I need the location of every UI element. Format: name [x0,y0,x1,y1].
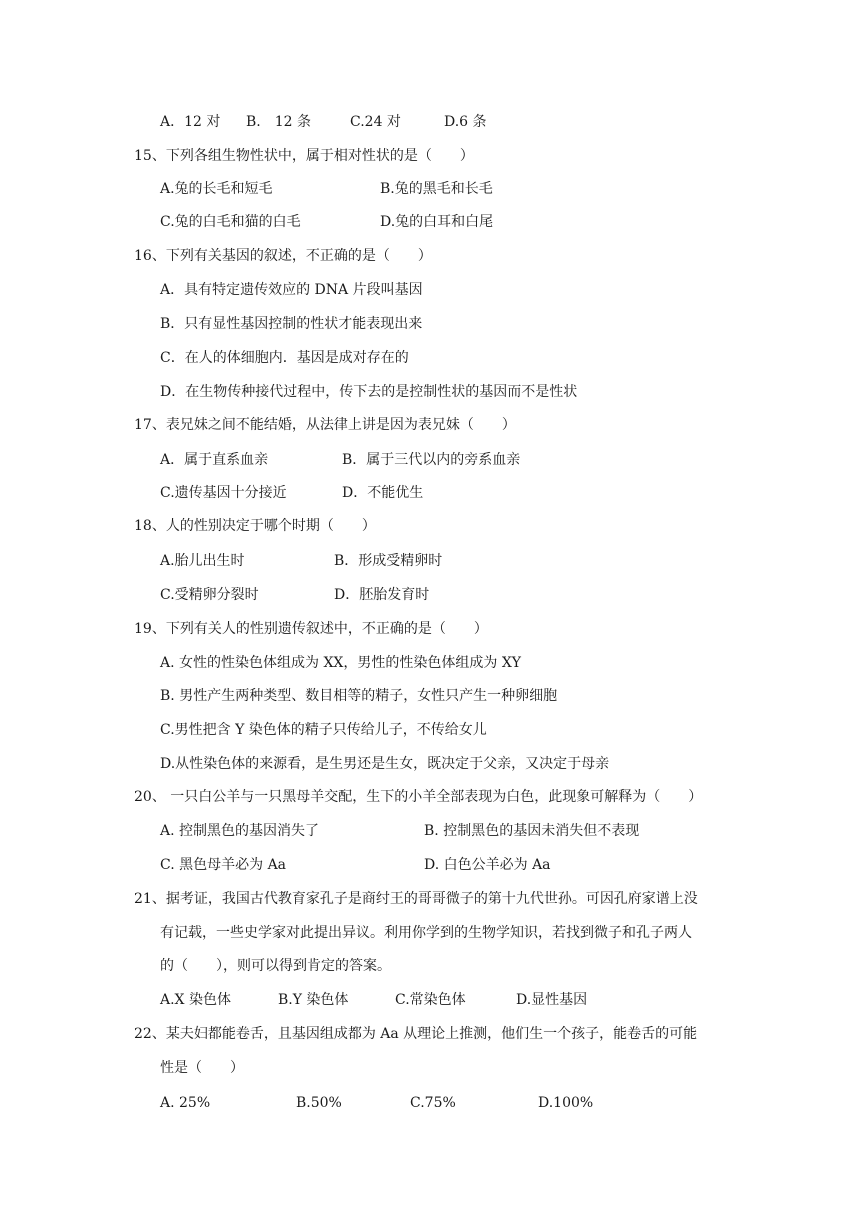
q15-option-d: D.兔的白耳和白尾 [380,214,494,230]
q14-option-c: C.24 对 [350,114,401,130]
q18-option-c: C.受精卵分裂时 [160,587,259,603]
q22-option-d: D.100% [538,1095,594,1111]
q21-stem-line1: 21、据考证，我国古代教育家孔子是商纣王的哥哥微子的第十九代世孙。可因孔府家谱上没 [134,891,698,907]
q16-option-b: B．只有显性基因控制的性状才能表现出来 [160,316,423,332]
q19-option-c: C.男性把含 Y 染色体的精子只传给儿子，不传给女儿 [160,722,487,738]
q15-option-c: C.兔的白毛和猫的白毛 [160,214,301,230]
q14-option-b: B. 12 条 [246,114,312,130]
q17-option-b: B．属于三代以内的旁系血亲 [342,452,521,468]
q19-stem: 19、下列有关人的性别遗传叙述中，不正确的是（ ） [134,621,488,637]
q22-stem-line1: 22、某夫妇都能卷舌，且基因组成都为 Aa 从理论上推测，他们生一个孩子，能卷舌的可能 [134,1026,698,1042]
q15-stem: 15、下列各组生物性状中，属于相对性状的是（ ） [134,148,474,164]
q18-option-d: D．胚胎发育时 [334,587,430,603]
q18-option-a: A.胎儿出生时 [160,553,245,569]
q22-option-c: C.75% [410,1095,456,1111]
q14-option-a: A．12 对 [160,114,221,130]
q17-option-c: C.遗传基因十分接近 [160,485,287,501]
q19-option-b: B. 男性产生两种类型、数目相等的精子，女性只产生一种卵细胞 [160,688,558,704]
q20-option-a: A. 控制黑色的基因消失了 [160,823,320,839]
q21-option-b: B.Y 染色体 [278,992,349,1008]
q19-option-d: D.从性染色体的来源看，是生男还是生女，既决定于父亲，又决定于母亲 [160,756,610,772]
q19-option-a: A. 女性的性染色体组成为 XX，男性的性染色体组成为 XY [160,655,522,671]
q14-option-d: D.6 条 [444,114,487,130]
q17-option-d: D．不能优生 [342,485,424,501]
q17-stem: 17、表兄妹之间不能结婚，从法律上讲是因为表兄妹（ ） [134,417,516,433]
q20-option-c: C. 黑色母羊必为 Aa [160,857,287,873]
q18-stem: 18、人的性别决定于哪个时期（ ） [134,518,376,534]
q21-option-a: A.X 染色体 [160,992,231,1008]
q22-option-b: B.50% [296,1095,342,1111]
q20-option-b: B. 控制黑色的基因未消失但不表现 [424,823,640,839]
q21-stem-line3: 的（ ），则可以得到肯定的答案。 [160,958,391,974]
q18-option-b: B．形成受精卵时 [334,553,443,569]
q16-stem: 16、下列有关基因的叙述，不正确的是（ ） [134,248,432,264]
q15-option-b: B.兔的黑毛和长毛 [380,181,493,197]
q21-option-d: D.显性基因 [516,992,588,1008]
q16-option-c: C．在人的体细胞内．基因是成对存在的 [160,350,409,366]
q16-option-d: D．在生物传种接代过程中，传下去的是控制性状的基因而不是性状 [160,384,578,400]
q20-stem: 20、 一只白公羊与一只黑母羊交配，生下的小羊全部表现为白色，此现象可解释为（ ） [134,789,703,805]
q21-option-c: C.常染色体 [395,992,466,1008]
q22-option-a: A. 25% [160,1095,211,1111]
q21-stem-line2: 有记载，一些史学家对此提出异议。利用你学到的生物学知识，若找到微子和孔子两人 [160,925,692,941]
q22-stem-line2: 性是（ ） [160,1060,244,1076]
q16-option-a: A．具有特定遗传效应的 DNA 片段叫基因 [160,282,423,298]
q17-option-a: A．属于直系血亲 [160,452,269,468]
q20-option-d: D. 白色公羊必为 Aa [424,857,551,873]
q15-option-a: A.兔的长毛和短毛 [160,181,273,197]
